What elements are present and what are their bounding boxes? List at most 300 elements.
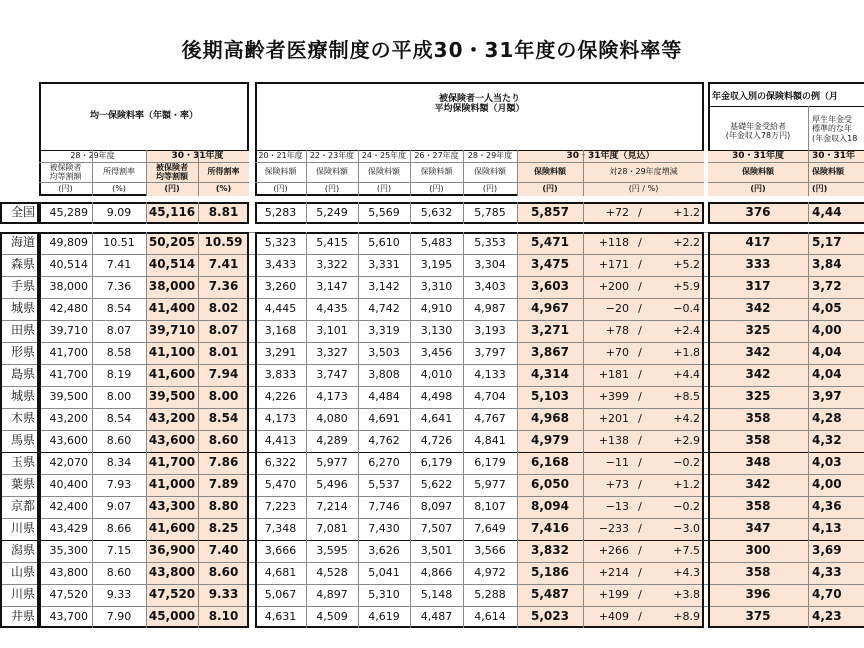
kinitsu-3031-rate: 8.80: [208, 499, 239, 514]
nenkin-case1-header: 基礎年金受給者 (年金収入78万円): [725, 121, 791, 140]
nenkin-case2-amount: 3,84: [812, 257, 842, 272]
kinitsu-3031-eq: 40,514: [148, 257, 196, 272]
hist-amount-h22: 3,101: [316, 323, 348, 337]
hist-period-header: 22・23年度: [309, 151, 355, 161]
proj-change-pct: +5.2: [673, 257, 700, 271]
kinitsu-2829-rate: 8.19: [106, 367, 132, 381]
kinitsu-2829-eq: 40,514: [49, 257, 88, 271]
kinitsu-2829-eq: 39,710: [49, 323, 88, 337]
header-divider: [39, 150, 249, 151]
nenkin-case1-amount: 342: [745, 477, 771, 492]
hist-amount-h26: 4,726: [420, 433, 453, 447]
kinitsu-2829-eq: 39,500: [49, 389, 88, 403]
hist-amount-h28: 3,193: [474, 323, 506, 337]
hist-amount-h28: 3,304: [474, 257, 506, 271]
prefecture-name: 島県: [10, 367, 35, 382]
proj-change-amount: +73: [605, 477, 629, 491]
kinitsu-3031-eq: 41,700: [148, 455, 196, 470]
column-divider: [198, 150, 199, 196]
hist-amount-h24: 7,746: [368, 499, 400, 513]
hist-amount-h28: 5,288: [474, 587, 506, 601]
nenkin-case2-amount: 3,69: [812, 543, 842, 558]
column-divider: [198, 202, 199, 224]
proj-amount: 3,271: [531, 323, 569, 338]
hist-amount-h20: 4,681: [264, 565, 297, 579]
proj-amount: 5,103: [531, 389, 569, 404]
hist-amount-h24: 3,626: [368, 543, 400, 557]
kinitsu-3031-rate: 7.94: [208, 367, 239, 382]
hist-amount-h20: 6,322: [264, 455, 297, 469]
proj-change-amount: +72: [605, 205, 629, 219]
kinitsu-3031-rate: 8.10: [208, 609, 239, 624]
hist-amount-h28: 6,179: [474, 455, 506, 469]
kinitsu-3031-rate: 7.89: [208, 477, 239, 492]
kinitsu-2829-eq: 43,600: [49, 433, 88, 447]
hist-amount-h22: 4,897: [316, 587, 348, 601]
kinitsu-3031-rate: 7.40: [208, 543, 239, 558]
nenkin-period2-header: 30・31年: [812, 150, 856, 161]
hist-period-header: 26・27年度: [414, 151, 459, 161]
hist-amount-h22: 3,327: [316, 345, 348, 359]
hist-amount-h20: 3,433: [264, 257, 297, 271]
group-divider: [0, 452, 864, 453]
kinitsu-3031-eq: 43,600: [148, 433, 196, 448]
proj-change-amount: −20: [605, 301, 629, 315]
pref-national-frame: [0, 202, 39, 224]
hist-amount-h20: 5,283: [264, 205, 297, 219]
header-divider: [708, 150, 864, 151]
proj-change-pct: +4.2: [673, 411, 700, 425]
hist-amount-h28: 4,767: [474, 411, 506, 425]
proj-change-separator: /: [638, 323, 642, 337]
column-divider: [808, 202, 809, 224]
column-divider: [583, 202, 584, 224]
nenkin-body-frame: [708, 232, 864, 628]
kinitsu-3031-eq: 45,116: [148, 205, 196, 220]
nenkin-case1-amount: 376: [745, 205, 771, 220]
proj-amount: 4,968: [531, 411, 569, 426]
kinitsu-2829-rate: 8.54: [106, 301, 132, 315]
kinitsu-3031-eq: 39,500: [148, 389, 196, 404]
proj-change-separator: /: [638, 367, 642, 381]
kinitsu-3031-rate: 7.41: [208, 257, 239, 272]
column-divider: [808, 232, 809, 628]
kinitsu-2829-eq: 42,480: [49, 301, 88, 315]
nenkin-case1-amount: 347: [745, 521, 771, 536]
kinitsu-2829-eq: 41,700: [49, 345, 88, 359]
hist-amount-h22: 4,435: [316, 301, 348, 315]
nenkin-case2-amount: 4,36: [812, 499, 842, 514]
proj-change-amount: +78: [605, 323, 629, 337]
nenkin-period1-header: 30・31年度: [731, 150, 785, 161]
proj-change-amount: +181: [598, 367, 629, 381]
proj-change-pct: −0.4: [673, 301, 700, 315]
hist-amount-h24: 4,762: [368, 433, 400, 447]
nenkin-case2-amount: 4,32: [812, 433, 842, 448]
proj-change-pct: +8.5: [673, 389, 700, 403]
kinitsu-2829-eq: 45,289: [49, 205, 88, 219]
kinitsu-2829-rate: 7.93: [106, 477, 132, 491]
nenkin-case1-amount: 358: [745, 499, 771, 514]
hist-amount-h20: 7,223: [264, 499, 297, 513]
nenkin-amount-header: 保険料額: [812, 167, 844, 177]
proj-amount: 7,416: [531, 521, 569, 536]
proj-change-separator: /: [638, 609, 642, 623]
hist-amount-h22: 3,747: [316, 367, 348, 381]
hist-period-header: 20・21年度: [258, 151, 303, 161]
hist-amount-h24: 3,331: [368, 257, 400, 271]
proj-change-amount: +214: [598, 565, 629, 579]
hist-amount-h26: 3,130: [420, 323, 453, 337]
hist-amount-h24: 4,619: [368, 609, 400, 623]
proj-amount: 5,023: [531, 609, 569, 624]
proj-amount: 3,475: [531, 257, 569, 272]
nenkin-case1-amount: 342: [745, 367, 771, 382]
header-divider: [255, 182, 704, 183]
column-divider: [583, 232, 584, 628]
hist-amount-h28: 4,614: [474, 609, 506, 623]
kinitsu-2829-rate: 7.15: [106, 543, 132, 557]
hist-amount-h22: 7,214: [316, 499, 348, 513]
hist-amount-h22: 5,415: [316, 235, 348, 249]
column-divider: [92, 150, 93, 196]
prefecture-name: 馬県: [10, 433, 35, 448]
kinitsu-2829-rate: 8.00: [106, 389, 132, 403]
hist-amount-h24: 3,142: [368, 279, 400, 293]
hist-amount-h22: 5,496: [316, 477, 348, 491]
kinitsu-2829-eq: 49,809: [49, 235, 88, 249]
unit-label: (円): [812, 184, 828, 194]
hist-amount-h26: 7,507: [420, 521, 453, 535]
proj-change-amount: +171: [598, 257, 629, 271]
nenkin-case1-amount: 325: [745, 323, 771, 338]
kinitsu-3031-eq-header: 被保険者 均等割額: [156, 162, 188, 181]
proj-change-pct: +8.9: [673, 609, 700, 623]
nenkin-case1-amount: 342: [745, 301, 771, 316]
hist-amount-h24: 6,270: [368, 455, 400, 469]
proj-change-pct: −0.2: [673, 455, 700, 469]
hist-amount-h20: 4,226: [264, 389, 297, 403]
hist-amount-h28: 5,977: [474, 477, 506, 491]
hist-amount-h22: 3,595: [316, 543, 348, 557]
hist-amount-h20: 3,833: [264, 367, 297, 381]
nenkin-case2-header: 厚生年金受 標準的な年 (年金収入18: [812, 115, 858, 143]
proj-change-amount: +201: [598, 411, 629, 425]
prefecture-name: 田県: [10, 323, 35, 338]
column-divider: [358, 150, 359, 196]
hist-amount-h22: 3,322: [316, 257, 348, 271]
kinitsu-2829-rate: 8.58: [106, 345, 132, 359]
column-divider: [306, 202, 307, 224]
proj-change-separator: /: [638, 279, 642, 293]
kinitsu-3031-eq: 45,000: [148, 609, 196, 624]
column-divider: [358, 202, 359, 224]
prefecture-name: 手県: [10, 279, 35, 294]
nenkin-case2-amount: 4,33: [812, 565, 842, 580]
proj-change-pct: +2.4: [673, 323, 700, 337]
proj-amount: 8,094: [531, 499, 569, 514]
kinitsu-2829-rate: 8.54: [106, 411, 132, 425]
hist-amount-h22: 5,977: [316, 455, 348, 469]
proj-change-separator: /: [638, 301, 642, 315]
nenkin-amount-header: 保険料額: [742, 167, 774, 177]
nenkin-case1-amount: 358: [745, 565, 771, 580]
kinitsu-3031-rate: 8.54: [208, 411, 239, 426]
group-divider: [0, 540, 864, 541]
page-title: 後期高齢者医療制度の平成30・31年度の保険料率等: [181, 38, 683, 62]
nenkin-case1-amount: 417: [745, 235, 771, 250]
unit-label: (円): [750, 184, 766, 194]
proj-change-header: 対28・29年度増減: [609, 167, 678, 177]
column-divider: [808, 106, 809, 196]
hist-amount-h24: 4,691: [368, 411, 400, 425]
proj-change-pct: +4.3: [673, 565, 700, 579]
prefecture-name: 川県: [10, 521, 35, 536]
hist-amount-h24: 5,610: [368, 235, 400, 249]
hist-amount-h28: 4,841: [474, 433, 506, 447]
kinitsu-2829-eq: 40,400: [49, 477, 88, 491]
hist-amount-h22: 4,080: [316, 411, 348, 425]
prefecture-name: 川県: [10, 587, 35, 602]
proj-change-separator: /: [638, 345, 642, 359]
prefecture-name: 京都: [10, 499, 35, 514]
kinitsu-3031-eq: 43,200: [148, 411, 196, 426]
kinitsu-3031-rate: 10.59: [204, 235, 243, 250]
header-divider: [708, 182, 864, 183]
header-divider: [39, 162, 249, 163]
proj-change-pct: +1.8: [673, 345, 700, 359]
proj-change-pct: +1.2: [673, 205, 700, 219]
proj-change-amount: +200: [598, 279, 629, 293]
hist-amount-h20: 3,291: [264, 345, 297, 359]
kinitsu-3031-eq: 41,400: [148, 301, 196, 316]
hist-amount-h20: 3,168: [264, 323, 297, 337]
kinitsu-2829-rate: 8.60: [106, 565, 132, 579]
hist-amount-h28: 3,566: [474, 543, 506, 557]
kinitsu-3031-eq: 36,900: [148, 543, 196, 558]
hist-amount-h22: 3,147: [316, 279, 348, 293]
hist-amount-h24: 3,808: [368, 367, 400, 381]
proj-change-amount: +138: [598, 433, 629, 447]
nenkin-case2-amount: 4,05: [812, 301, 842, 316]
nenkin-case1-amount: 342: [745, 345, 771, 360]
hist-amount-h28: 5,353: [474, 235, 506, 249]
proj-change-pct: +2.2: [673, 235, 700, 249]
proj-period-header: 30・31年度（見込）: [566, 150, 655, 161]
kinitsu-2829-rate-header: 所得割率: [103, 167, 135, 177]
nenkin-case1-amount: 358: [745, 411, 771, 426]
hist-amount-h26: 6,179: [420, 455, 453, 469]
kinitsu-2829-rate: 9.07: [106, 499, 132, 513]
kinitsu-body-frame: [39, 232, 249, 628]
prefecture-name: 森県: [10, 257, 35, 272]
hist-amount-h26: 4,487: [420, 609, 453, 623]
hist-amount-h20: 4,631: [264, 609, 297, 623]
nenkin-case2-amount: 4,70: [812, 587, 842, 602]
proj-change-separator: /: [638, 433, 642, 447]
kinitsu-3031-eq: 47,520: [148, 587, 196, 602]
kinitsu-2829-eq: 38,000: [49, 279, 88, 293]
kinitsu-2829-rate: 9.33: [106, 587, 132, 601]
heikin-body-frame: [255, 232, 704, 628]
hist-amount-h20: 4,173: [264, 411, 297, 425]
kinitsu-2829-rate: 7.41: [106, 257, 132, 271]
prefecture-name: 葉県: [10, 477, 35, 492]
prefecture-name: 城県: [10, 389, 35, 404]
proj-amount: 5,471: [531, 235, 569, 250]
column-divider: [517, 232, 518, 628]
header-divider: [255, 162, 704, 163]
column-divider: [517, 202, 518, 224]
proj-change-pct: −0.2: [673, 499, 700, 513]
hist-amount-h28: 5,785: [474, 205, 506, 219]
hist-amount-h26: 3,456: [420, 345, 453, 359]
hist-amount-h26: 3,195: [420, 257, 453, 271]
hist-amount-h20: 4,445: [264, 301, 297, 315]
kinitsu-3031-eq: 41,600: [148, 367, 196, 382]
kinitsu-2829-rate: 8.60: [106, 433, 132, 447]
unit-label: (円): [376, 184, 392, 194]
kinitsu-2829-eq: 35,300: [49, 543, 88, 557]
hist-amount-header: 保険料額: [474, 167, 506, 177]
kinitsu-period-2829: 28・29年度: [70, 151, 115, 161]
column-divider: [358, 232, 359, 628]
nenkin-case2-amount: 4,00: [812, 477, 842, 492]
hist-amount-h28: 4,704: [474, 389, 506, 403]
proj-amount: 6,050: [531, 477, 569, 492]
kinitsu-3031-eq: 43,300: [148, 499, 196, 514]
kinitsu-3031-rate: 9.33: [208, 587, 239, 602]
unit-label: (円 / %): [628, 184, 659, 194]
heikin-title: 被保険者一人当たり 平均保険料額（月額）: [434, 93, 525, 114]
hist-amount-h26: 3,310: [420, 279, 453, 293]
hist-amount-h20: 3,260: [264, 279, 297, 293]
column-divider: [198, 232, 199, 628]
kinitsu-title: 均一保険料率（年額・率）: [89, 110, 198, 121]
unit-label: (円): [482, 184, 498, 194]
hist-amount-h26: 5,632: [420, 205, 453, 219]
hist-amount-h26: 4,910: [420, 301, 453, 315]
proj-change-pct: +1.2: [673, 477, 700, 491]
nenkin-case1-amount: 325: [745, 389, 771, 404]
hist-amount-h28: 3,403: [474, 279, 506, 293]
hist-amount-h26: 5,483: [420, 235, 453, 249]
prefecture-name: 海道: [10, 235, 35, 250]
column-divider: [92, 232, 93, 628]
column-divider: [92, 202, 93, 224]
hist-amount-h28: 7,649: [474, 521, 506, 535]
column-divider: [583, 150, 584, 196]
hist-amount-h26: 4,866: [420, 565, 453, 579]
nenkin-case1-amount: 358: [745, 433, 771, 448]
hist-amount-h22: 5,249: [316, 205, 348, 219]
header-divider: [708, 162, 864, 163]
hist-amount-h22: 4,528: [316, 565, 348, 579]
kinitsu-3031-rate: 8.81: [208, 205, 239, 220]
nenkin-case1-amount: 333: [745, 257, 771, 272]
proj-change-pct: +7.5: [673, 543, 700, 557]
column-divider: [146, 232, 147, 628]
proj-change-amount: +199: [598, 587, 629, 601]
kinitsu-2829-rate: 8.07: [106, 323, 132, 337]
kinitsu-3031-rate: 8.01: [208, 345, 239, 360]
proj-change-separator: /: [638, 205, 642, 219]
proj-change-separator: /: [638, 521, 642, 535]
kinitsu-national-frame: [39, 202, 249, 224]
kinitsu-3031-rate: 8.07: [208, 323, 239, 338]
nenkin-case2-amount: 4,23: [812, 609, 842, 624]
proj-amount: 3,603: [531, 279, 569, 294]
kinitsu-2829-eq: 43,800: [49, 565, 88, 579]
proj-change-pct: +5.9: [673, 279, 700, 293]
proj-change-separator: /: [638, 235, 642, 249]
proj-change-amount: +266: [598, 543, 629, 557]
kinitsu-3031-eq: 50,205: [148, 235, 196, 250]
proj-amount: 5,487: [531, 587, 569, 602]
hist-amount-h28: 4,133: [474, 367, 506, 381]
column-divider: [463, 232, 464, 628]
proj-change-separator: /: [638, 477, 642, 491]
column-divider: [517, 150, 518, 196]
hist-amount-h24: 3,503: [368, 345, 400, 359]
header-divider: [39, 182, 249, 183]
unit-label: (%): [215, 184, 232, 194]
column-divider: [463, 202, 464, 224]
kinitsu-2829-eq: 42,070: [49, 455, 88, 469]
kinitsu-3031-rate: 8.25: [208, 521, 239, 536]
kinitsu-3031-rate: 8.00: [208, 389, 239, 404]
proj-change-separator: /: [638, 565, 642, 579]
hist-amount-header: 保険料額: [368, 167, 400, 177]
proj-change-amount: +409: [598, 609, 629, 623]
hist-amount-h22: 7,081: [316, 521, 348, 535]
unit-label: (円): [542, 184, 558, 194]
proj-change-amount: +399: [598, 389, 629, 403]
prefecture-name: 全国: [10, 205, 35, 220]
proj-amount: 5,186: [531, 565, 569, 580]
proj-amount: 4,314: [531, 367, 569, 382]
kinitsu-2829-rate: 7.90: [106, 609, 132, 623]
nenkin-case2-amount: 3,97: [812, 389, 842, 404]
hist-amount-header: 保険料額: [264, 167, 297, 177]
nenkin-case1-amount: 348: [745, 455, 771, 470]
proj-amount: 3,867: [531, 345, 569, 360]
hist-amount-h20: 5,470: [264, 477, 297, 491]
kinitsu-2829-eq: 43,200: [49, 411, 88, 425]
nenkin-case2-amount: 4,04: [812, 345, 842, 360]
nenkin-case2-amount: 4,00: [812, 323, 842, 338]
proj-amount: 5,857: [531, 205, 569, 220]
kinitsu-3031-eq: 43,800: [148, 565, 196, 580]
hist-amount-h24: 4,742: [368, 301, 400, 315]
hist-amount-h22: 4,509: [316, 609, 348, 623]
prefecture-name: 潟県: [10, 543, 35, 558]
nenkin-case1-amount: 300: [745, 543, 771, 558]
proj-change-pct: −3.0: [673, 521, 700, 535]
hist-amount-h26: 4,010: [420, 367, 453, 381]
proj-change-pct: +3.8: [673, 587, 700, 601]
kinitsu-3031-rate: 8.60: [208, 433, 239, 448]
proj-change-pct: +4.4: [673, 367, 700, 381]
kinitsu-2829-rate: 9.09: [106, 205, 132, 219]
kinitsu-2829-eq: 47,520: [49, 587, 88, 601]
hist-amount-h26: 4,498: [420, 389, 453, 403]
hist-amount-h26: 3,501: [420, 543, 453, 557]
hist-amount-h26: 5,148: [420, 587, 453, 601]
hist-amount-h28: 3,797: [474, 345, 506, 359]
hist-amount-h28: 4,972: [474, 565, 506, 579]
hist-amount-h24: 7,430: [368, 521, 400, 535]
